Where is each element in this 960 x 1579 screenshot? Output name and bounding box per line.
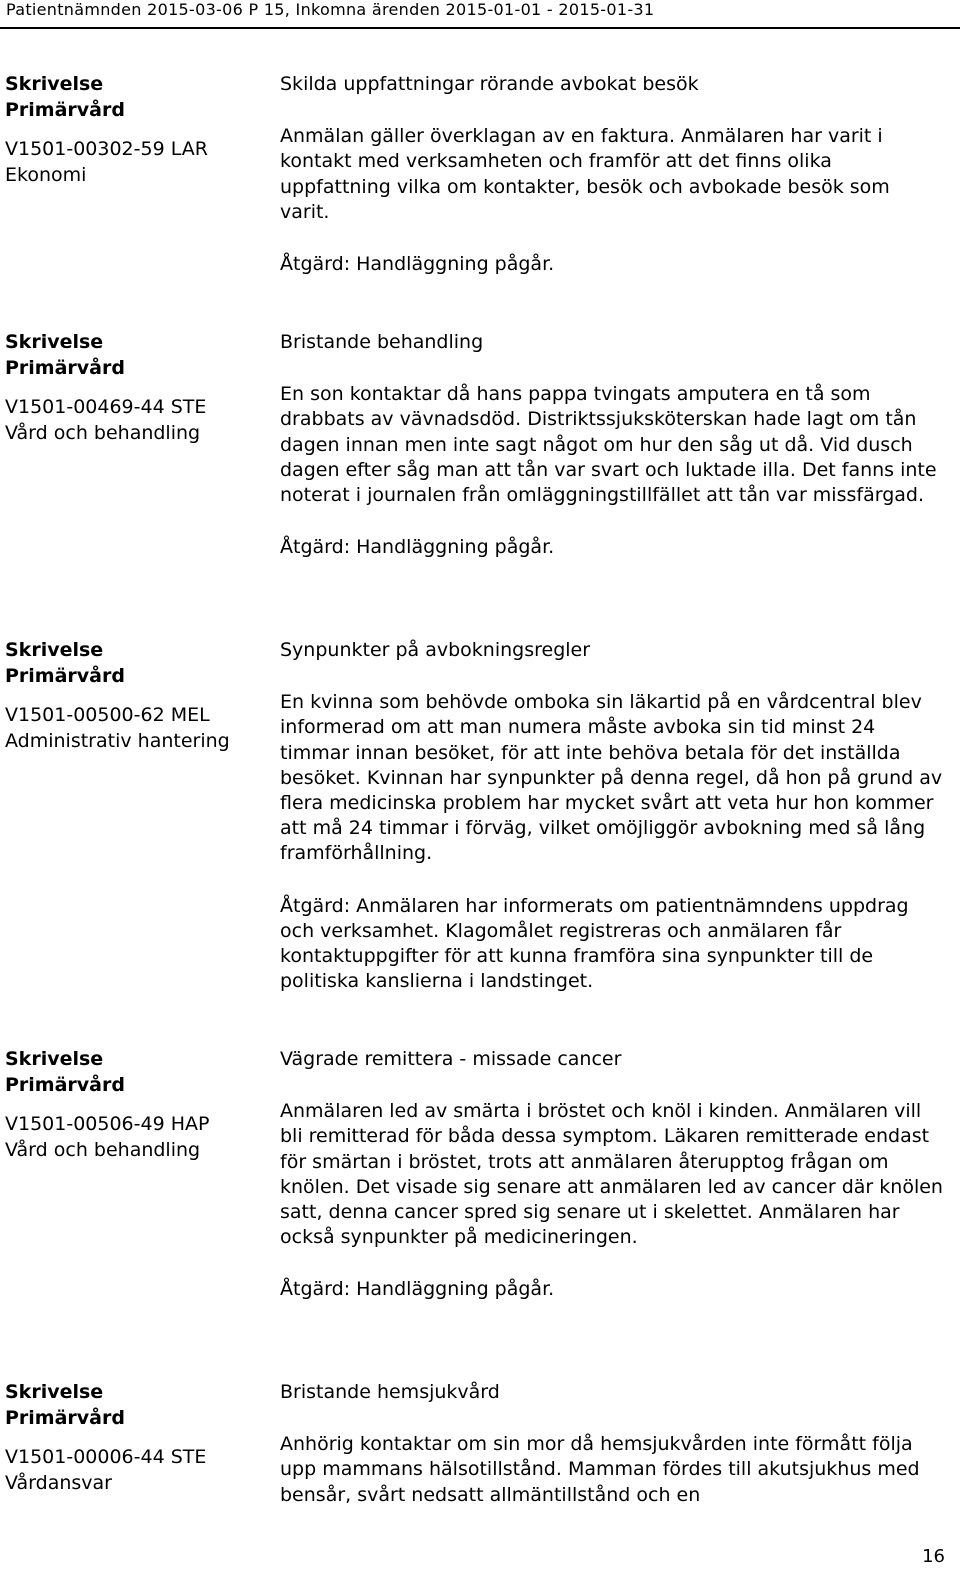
case-body [280,1047,945,1303]
case-category: Ekonomi [5,163,87,186]
case-area: Primärvård [5,356,125,379]
case-body [280,1380,945,1508]
case-category: Vård och behandling [5,421,201,444]
case-title: Vägrade remittera - missade cancer [280,1048,622,1070]
page-number: 16 [922,1546,945,1567]
case-id: V1501-00469-44 STE [5,396,207,418]
case-description: En son kontaktar då hans pappa tvingats amputera en tå som drabbats av vävnadsdöd. Distriktssjuksköterskan hade lagt om tån dagen innan men inte sagt något om hur den såg ut då. Vid dusch dagen efter såg man att tån var svart och luktade illa. Det fanns inte noterat i journalen från omläggningstillfället att tån var missfärgad. [280,383,937,507]
case-description: Anhörig kontaktar om sin mor då hemsjukvården inte förmått följa upp mammans hälsotillstånd. Mamman fördes till akutsjukhus med bensår, svårt nedsatt allmäntillstånd och en [280,1433,920,1506]
case-area: Primärvård [5,1073,125,1096]
case-type: Skrivelse [5,1381,104,1403]
case-category: Administrativ hantering [5,729,230,752]
header-divider [0,27,960,29]
case-type: Skrivelse [5,639,104,661]
case-meta [5,330,265,446]
case-meta [5,1047,265,1163]
case-meta [5,638,265,754]
case-action: Åtgärd: Anmälaren har informerats om patientnämndens uppdrag och verksamhet. Klagomålet registreras och anmälaren får kontaktuppgifter för att kunna framföra sina synpunkter till de politiska kanslierna i landstinget. [280,894,909,993]
case-description: En kvinna som behövde omboka sin läkartid på en vårdcentral blev informerad om att man numera måste avboka sin tid minst 24 timmar innan besöket, för att inte behöva betala för det inställda besöket. Kvinnan har synpunkter på denna regel, då hon på grund av flera medicinska problem har mycket svårt att veta hur hon kommer att må 24 timmar i förväg, vilket omöjliggör avbokning med så lång framförhållning. [280,691,943,865]
case-action: Åtgärd: Handläggning pågår. [280,536,555,559]
case-body [280,72,945,277]
page-header-title: Patientnämnden 2015-03-06 P 15, Inkomna ärenden 2015-01-01 - 2015-01-31 [6,0,655,19]
case-action: Åtgärd: Handläggning pågår. [280,253,555,276]
case-type: Skrivelse [5,331,104,353]
case-title: Bristande hemsjukvård [280,1381,500,1403]
case-area: Primärvård [5,1406,125,1429]
case-body [280,638,945,994]
case-id: V1501-00006-44 STE [5,1446,207,1468]
case-id: V1501-00506-49 HAP [5,1113,210,1135]
case-meta [5,72,265,188]
case-type: Skrivelse [5,1048,104,1070]
case-type: Skrivelse [5,73,104,95]
case-category: Vård och behandling [5,1138,201,1161]
case-category: Vårdansvar [5,1471,112,1494]
case-body [280,330,945,560]
case-description: Anmälan gäller överklagan av en faktura. Anmälaren har varit i kontakt med verksamheten och framför att det finns olika uppfattning vilka om kontakter, besök och avbokade besök som varit. [280,125,890,223]
case-id: V1501-00302-59 LAR [5,138,208,160]
case-description: Anmälaren led av smärta i bröstet och knöl i kinden. Anmälaren vill bli remitterad för båda dessa symptom. Läkaren remitterade endast för smärtan i bröstet, trots att anmälaren återupptog frågan om knölen. Det visade sig senare att anmälaren led av cancer där knölen satt, denna cancer spred sig senare ut i skelettet. Anmälaren har också synpunkter på medicineringen. [280,1100,943,1249]
case-title: Synpunkter på avbokningsregler [280,639,591,661]
case-id: V1501-00500-62 MEL [5,704,210,726]
case-area: Primärvård [5,664,125,687]
case-area: Primärvård [5,98,125,121]
case-title: Skilda uppfattningar rörande avbokat besök [280,73,699,95]
case-meta [5,1380,265,1496]
case-action: Åtgärd: Handläggning pågår. [280,1278,555,1301]
case-title: Bristande behandling [280,331,484,353]
